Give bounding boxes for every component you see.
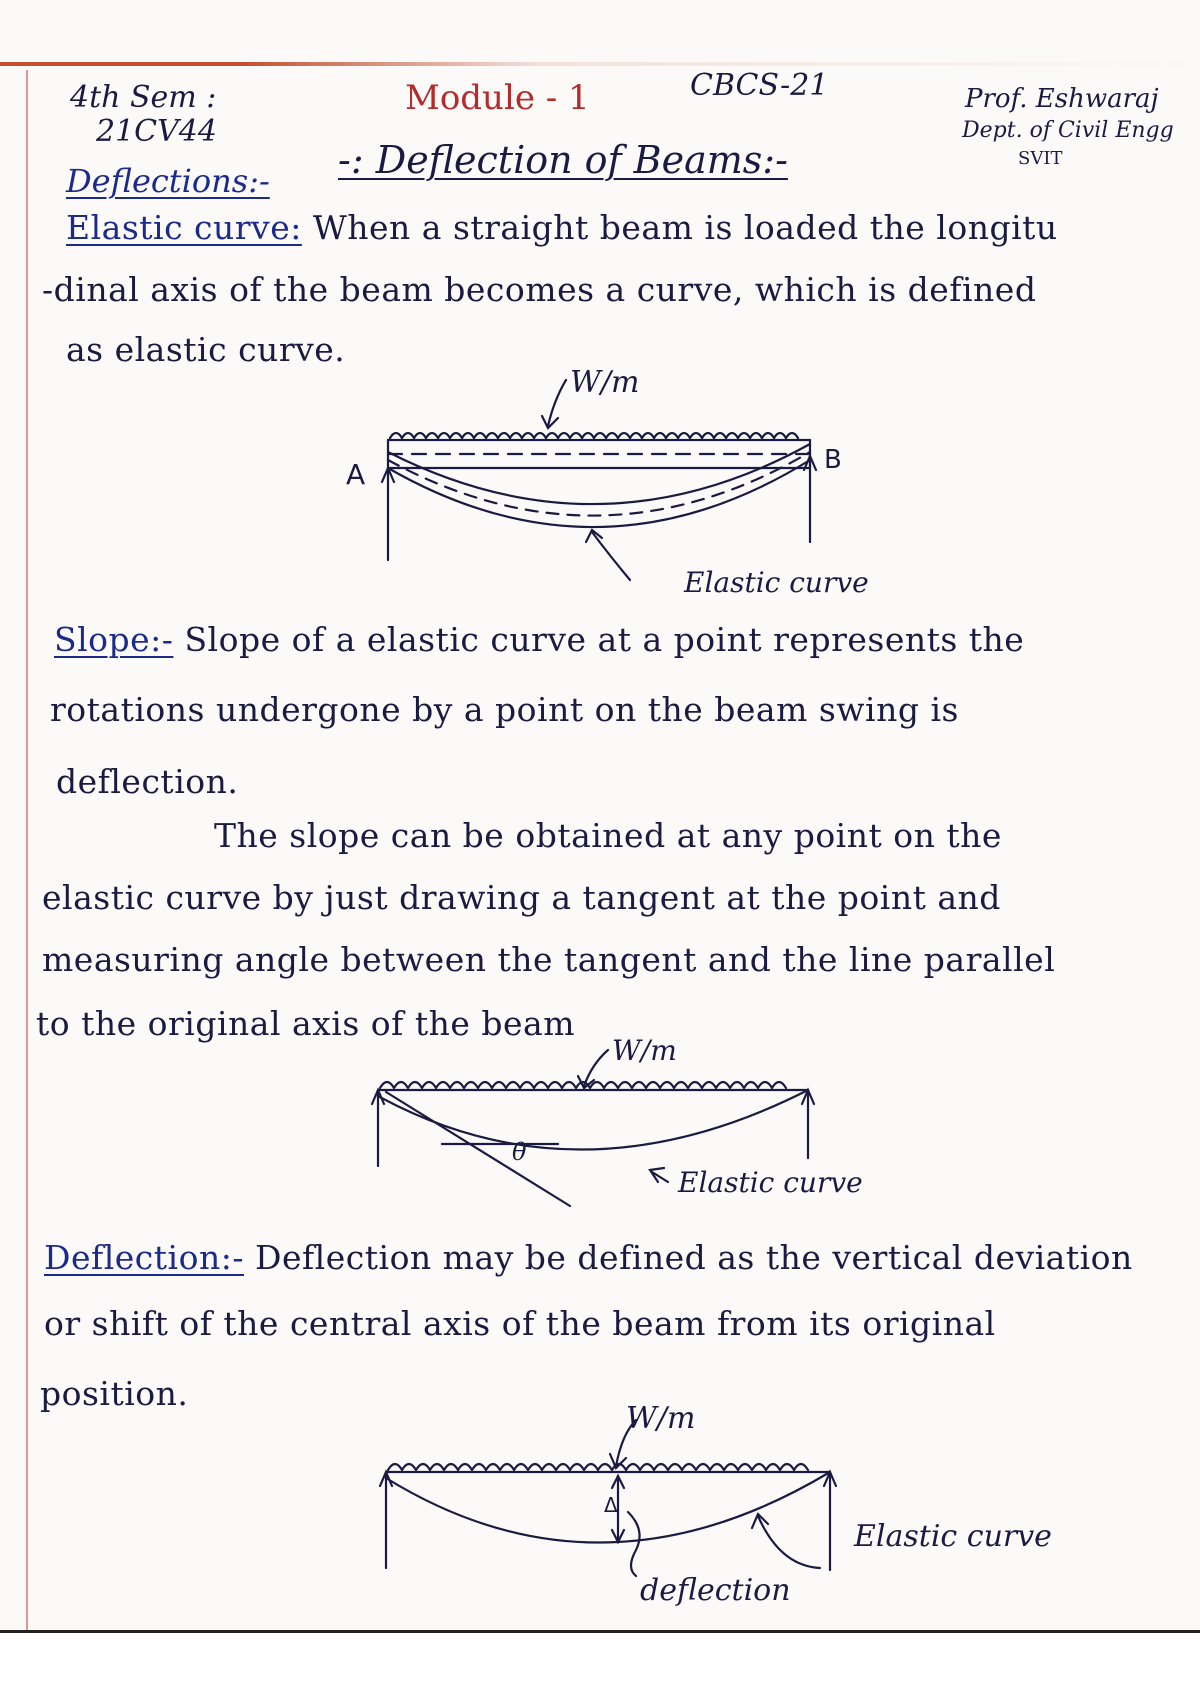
slope-text-1: Slope of a elastic curve at a point represents the [184,620,1025,659]
fig1-load-label: W/m [570,365,640,400]
tangent-line [386,1092,570,1206]
margin-left-line [26,70,28,1630]
curve-pointer-2 [650,1168,668,1182]
slope-term: Slope:- [54,620,174,659]
slope-angle-label: θ [512,1138,527,1166]
course-code: 21CV44 [96,114,217,149]
slope-line-7: to the original axis of the beam [36,1004,575,1043]
module-title: Module - 1 [405,78,590,118]
fig3-curve-label: Elastic curve [854,1519,1052,1554]
slope-line-5: elastic curve by just drawing a tangent at the point and [42,878,1001,917]
elastic-curve-line-3: as elastic curve. [66,330,346,369]
page-bottom-edge [0,1630,1200,1701]
slope-line-2: rotations undergone by a point on the beam swing is [50,690,959,729]
elastic-curve-2 [378,1090,808,1150]
deflection-pointer [628,1512,640,1576]
fig1-curve-label: Elastic curve [684,566,869,599]
udl-load-1 [390,433,798,438]
deflected-neutral-axis [388,452,810,516]
slope-line-6: measuring angle between the tangent and the line parallel [42,940,1056,979]
load-arrow [542,380,566,428]
department-label: Dept. of Civil Engg [962,118,1174,143]
fig2-curve-label: Elastic curve [678,1166,863,1199]
author-name: Prof. Eshwaraj [965,84,1159,114]
deflected-bottom-curve [388,460,810,527]
elastic-curve-line-2: -dinal axis of the beam becomes a curve, which is defined [42,270,1037,309]
scheme-label: CBCS-21 [690,68,829,103]
support-a-label: A [346,458,366,491]
elastic-curve-text-1: When a straight beam is loaded the longitu [312,208,1058,247]
deflection-line-3: position. [40,1374,189,1413]
deflection-line-2: or shift of the central axis of the beam from its original [44,1304,996,1343]
slope-line-3: deflection. [56,762,239,801]
udl-load-3 [388,1464,808,1470]
support-b-label: B [824,445,842,475]
elastic-curve-line-1 [66,208,1058,247]
deflected-top-curve [388,444,810,504]
fig2-load-label: W/m [612,1034,677,1067]
fig3-deflection-label: deflection [640,1573,791,1608]
elastic-curve-term: Elastic curve: [66,208,302,247]
institute-label: SVIT [1018,148,1063,169]
delta-label: Δ [604,1493,618,1517]
fig3-load-label: W/m [626,1401,696,1436]
semester-label: 4th Sem : [70,80,217,115]
deflection-figure [340,1400,1140,1620]
topic-title: -: Deflection of Beams:- [338,138,788,182]
elastic-curve-figure [330,360,869,600]
deflection-term: Deflection:- [44,1238,244,1277]
slope-line-1 [54,620,1024,659]
deflection-text-1: Deflection may be defined as the vertical deviation [254,1238,1133,1277]
slope-line-4: The slope can be obtained at any point on the [214,816,1002,855]
slope-figure [330,1036,890,1216]
curve-pointer [586,530,630,580]
margin-top-line [0,62,1200,66]
section-title: Deflections:- [66,162,270,200]
deflection-line-1 [44,1238,1133,1277]
curve-pointer-3 [752,1514,820,1568]
